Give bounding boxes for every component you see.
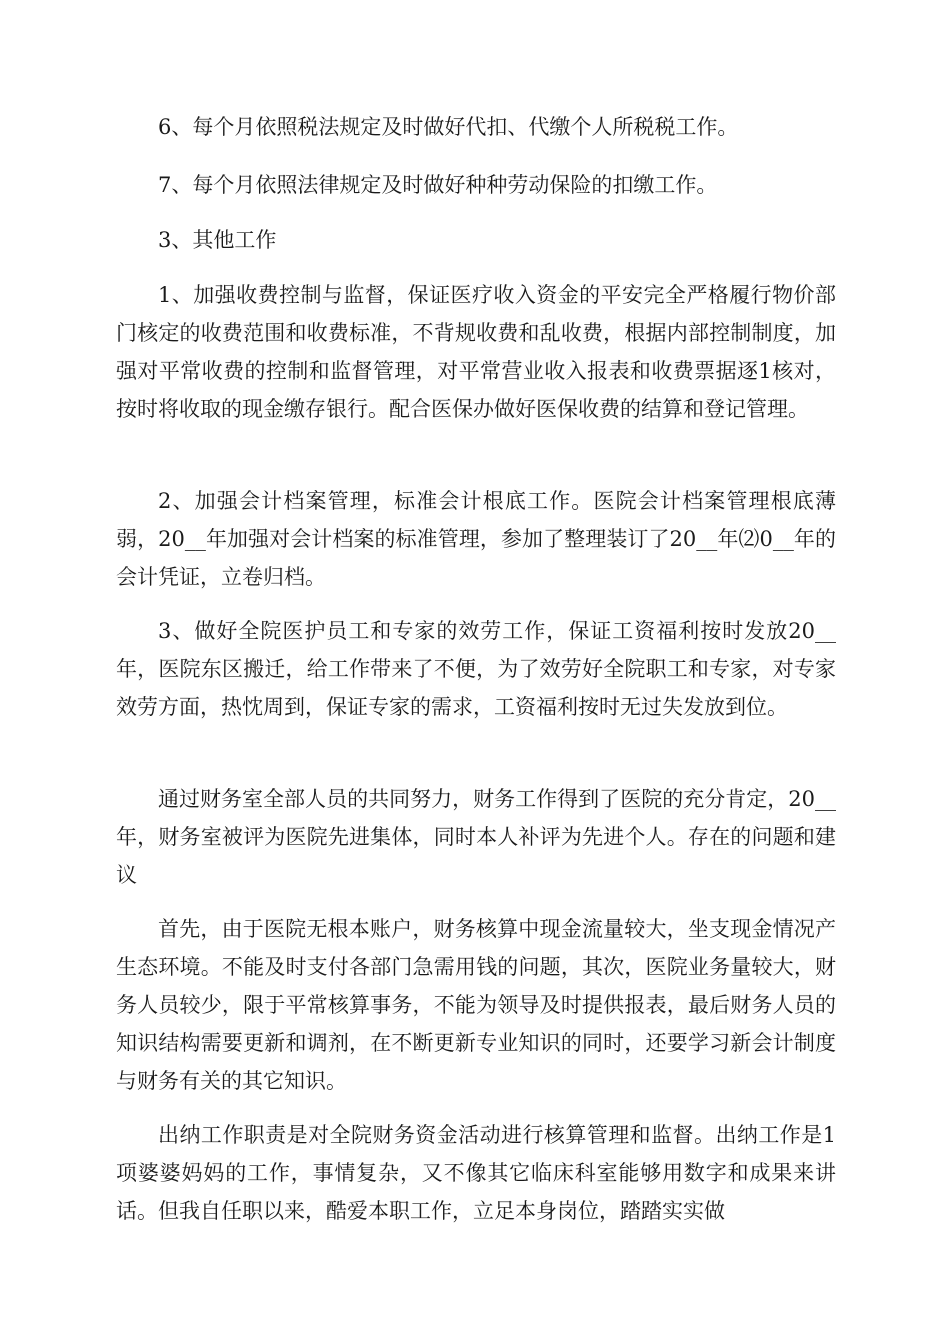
paragraph-problems: 首先，由于医院无根本账户，财务核算中现金流量较大，坐支现金情况产生态环境。不能及时支付各部门急需用钱的问题，其次，医院业务量较大，财务人员较少，限于平常核算事务，不能为领导及时提供报表，最后财务人员的知识结构需要更新和调剂，在不断更新专业知识的同时，还要学习新会计制度与财务有关的其它知识。: [116, 917, 836, 1093]
paragraph-cashier-duties: 出纳工作职责是对全院财务资金活动进行核算管理和监督。出纳工作是1项婆婆妈妈的工作，事情复杂，又不像其它临床科室能够用数字和成果来讲话。但我自任职以来，酷爱本职工作，立足本身岗位，踏踏实实做: [116, 1123, 836, 1223]
paragraph-fee-control: 1、加强收费控制与监督，保证医疗收入资金的平安完全严格履行物价部门核定的收费范围和收费标准，不背规收费和乱收费，根据内部控制制度，加强对平常收费的控制和监督管理，对平常营业收入报表和收费票据逐1核对，按时将收取的现金缴存银行。配合医保办做好医保收费的结算和登记管理。: [116, 283, 836, 421]
section-heading-other-work: 3、其他工作: [158, 228, 277, 252]
paragraph-achievements: 通过财务室全部人员的共同努力，财务工作得到了医院的充分肯定，20__年，财务室被评为医院先进集体，同时本人补评为先进个人。存在的问题和建议: [116, 787, 836, 887]
paragraph-labor-insurance: 7、每个月依照法律规定及时做好种种劳动保险的扣缴工作。: [158, 173, 718, 197]
paragraph-staff-service: 3、做好全院医护员工和专家的效劳工作，保证工资福利按时发放20__年，医院东区搬迁，给工作带来了不便，为了效劳好全院职工和专家，对专家效劳方面，热忱周到，保证专家的需求，工资福利按时无过失发放到位。: [116, 619, 836, 719]
paragraph-archive-management: 2、加强会计档案管理，标准会计根底工作。医院会计档案管理根底薄弱，20__年加强对会计档案的标准管理，参加了整理装订了20__年⑵0__年的会计凭证，立卷归档。: [116, 489, 836, 589]
paragraph-tax-withholding: 6、每个月依照税法规定及时做好代扣、代缴个人所税税工作。: [158, 115, 739, 139]
